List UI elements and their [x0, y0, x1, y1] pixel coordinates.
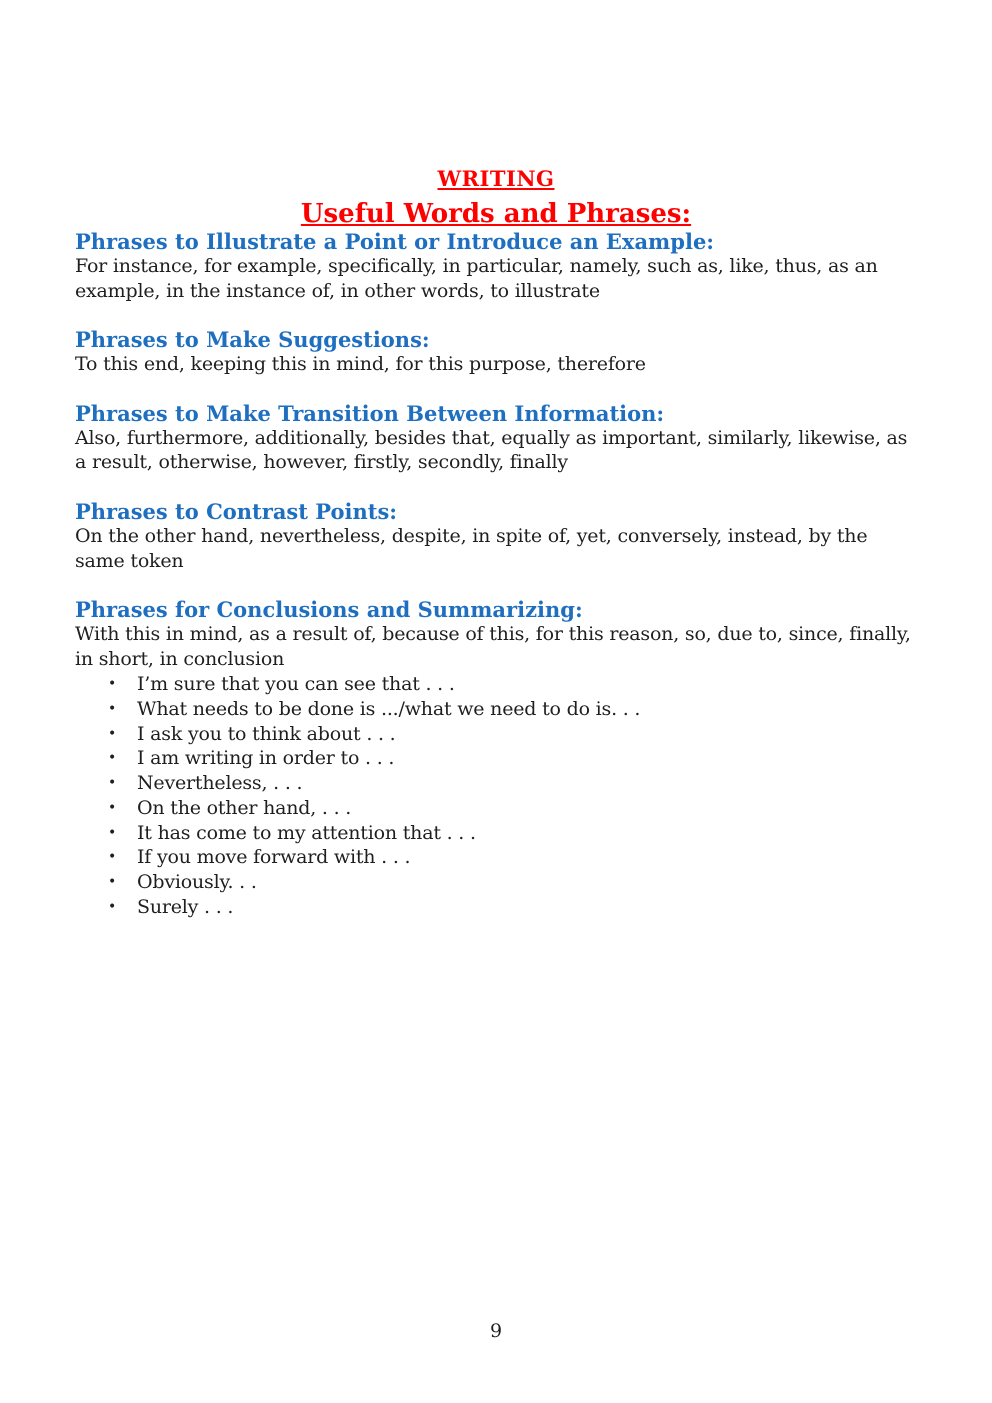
section-illustrate-point [75, 229, 917, 303]
bullet-item: • I’m sure that you can see that . . . [75, 672, 917, 697]
section-conclusions-summarizing [75, 597, 917, 919]
section-heading: Phrases to Make Suggestions: [75, 327, 430, 353]
section-transition-information [75, 401, 917, 475]
section-body: With this in mind, as a result of, because of this, for this reason, so, due to, since, finally, in short, in conclusion [75, 623, 911, 670]
bullet-item: • If you move forward with . . . [75, 845, 917, 870]
bullet-item: • Surely . . . [75, 895, 917, 920]
section-make-suggestions [75, 327, 917, 377]
page-title: WRITING [437, 166, 555, 191]
section-contrast-points [75, 499, 917, 573]
bullet-item: • I ask you to think about . . . [75, 722, 917, 747]
section-heading: Phrases for Conclusions and Summarizing: [75, 597, 583, 623]
page-subtitle: Useful Words and Phrases: [300, 199, 692, 229]
section-heading: Phrases to Make Transition Between Information: [75, 400, 665, 426]
bullet-item: • Nevertheless, . . . [75, 771, 917, 796]
bullet-item: • I am writing in order to . . . [75, 746, 917, 771]
page-number: 9 [489, 1320, 503, 1342]
section-body: To this end, keeping this in mind, for this purpose, therefore [75, 353, 646, 376]
bullet-item: • Obviously. . . [75, 870, 917, 895]
section-body: For instance, for example, specifically, in particular, namely, such as, like, thus, as an example, in the instance of, in other words, to illustrate [75, 255, 878, 302]
section-body: Also, furthermore, additionally, besides that, equally as important, similarly, likewise, as a result, otherwise, however, firstly, secondly, finally [75, 426, 908, 474]
section-body: On the other hand, nevertheless, despite, in spite of, yet, conversely, instead, by the same token [75, 524, 868, 572]
bullet-item: • What needs to be done is .../what we need to do is. . . [75, 697, 917, 722]
section-heading: Phrases to Contrast Points: [75, 498, 398, 524]
bullet-list [75, 672, 917, 919]
bullet-item: • On the other hand, . . . [75, 796, 917, 821]
section-heading: Phrases to Illustrate a Point or Introduce an Example: [75, 229, 715, 254]
bullet-item: • It has come to my attention that . . . [75, 821, 917, 846]
